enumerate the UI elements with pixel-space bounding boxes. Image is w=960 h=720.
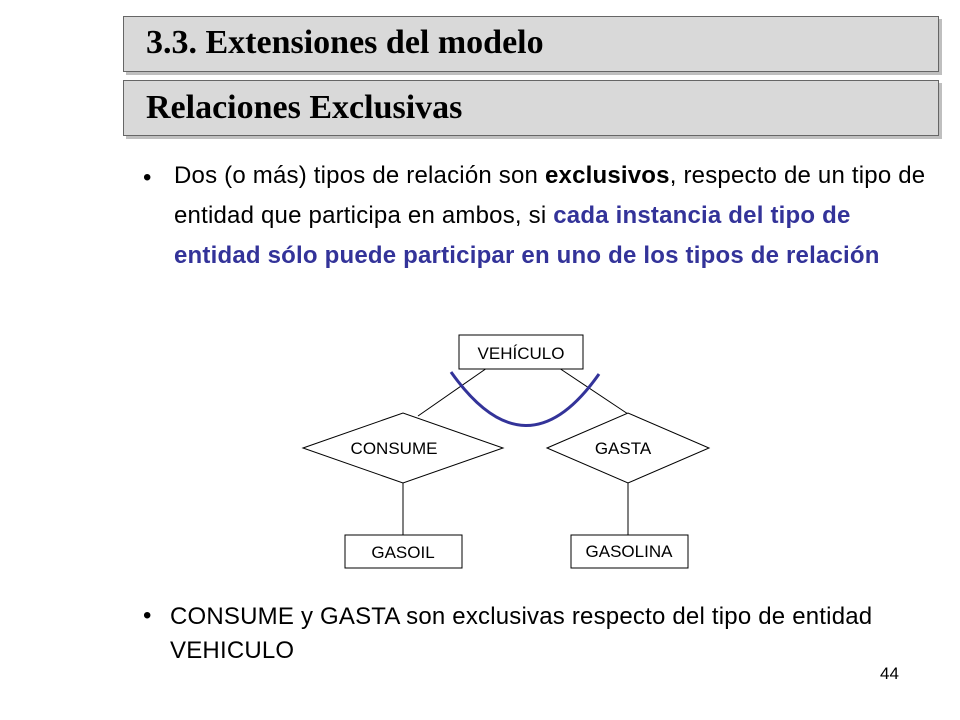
entity-gasolina-label: GASOLINA: [585, 542, 673, 561]
page-number: 44: [880, 664, 899, 683]
definition-text-b: , respecto de un tipo de entidad que participa en ambos, si: [174, 162, 926, 229]
slide-title: 3.3. Extensiones del modelo: [146, 24, 544, 61]
entity-gasoil-label: GASOIL: [371, 543, 435, 562]
bullet-dot: •: [143, 164, 152, 191]
definition-highlight: cada instancia del tipo de entidad sólo puede participar en uno de los tipos de relación: [174, 202, 880, 269]
definition-text-a: Dos (o más) tipos de relación son: [174, 162, 545, 189]
slide-subtitle: Relaciones Exclusivas: [146, 89, 463, 126]
entity-vehiculo-label: VEHÍCULO: [477, 344, 565, 363]
bullet-dot-2: •: [143, 602, 152, 629]
relation-consume-label: CONSUME: [350, 439, 438, 458]
definition-bold-term: exclusivos: [544, 162, 670, 189]
conclusion-paragraph: CONSUME y GASTA son exclusivas respecto del tipo de entidad VEHICULO: [170, 603, 873, 664]
relation-gasta-label: GASTA: [594, 439, 652, 458]
